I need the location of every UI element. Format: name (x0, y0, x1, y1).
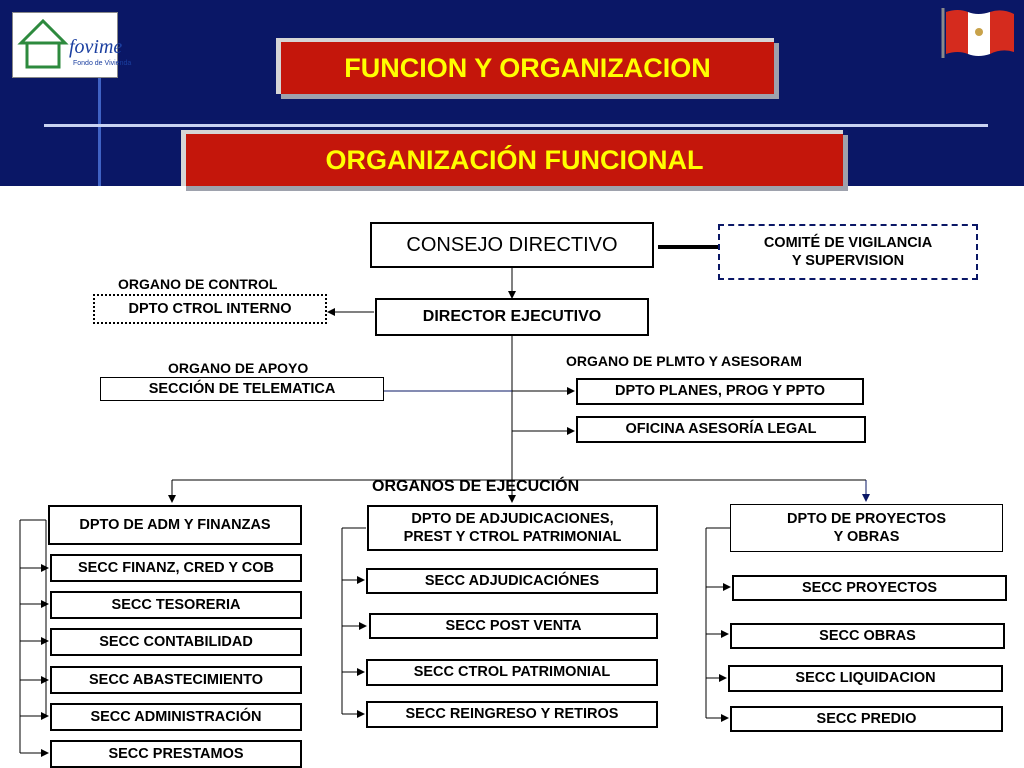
dpto-adm-finanzas-box: DPTO DE ADM Y FINANZAS (48, 505, 302, 545)
dpto-ctrol-interno-box: DPTO CTROL INTERNO (93, 294, 327, 324)
secc-finanz-box: SECC FINANZ, CRED Y COB (50, 554, 302, 582)
secc-tesoreria-box: SECC TESORERIA (50, 591, 302, 619)
secc-contabilidad-box: SECC CONTABILIDAD (50, 628, 302, 656)
comite-vigilancia-box: COMITÉ DE VIGILANCIA Y SUPERVISION (718, 224, 978, 280)
consejo-directivo-box: CONSEJO DIRECTIVO (370, 222, 654, 268)
dpto-adjudicaciones-box: DPTO DE ADJUDICACIONES, PREST Y CTROL PATRIMONIAL (367, 505, 658, 551)
oficina-asesoria-legal-box: OFICINA ASESORÍA LEGAL (576, 416, 866, 443)
secc-adjudicaciones-box: SECC ADJUDICACIÓNES (366, 568, 658, 594)
organo-control-label: ORGANO DE CONTROL (118, 276, 278, 292)
seccion-telematica-box: SECCIÓN DE TELEMATICA (100, 377, 384, 401)
page-subtitle: ORGANIZACIÓN FUNCIONAL (181, 130, 843, 186)
secc-proyectos-box: SECC PROYECTOS (732, 575, 1007, 601)
secc-predio-box: SECC PREDIO (730, 706, 1003, 732)
secc-post-venta-box: SECC POST VENTA (369, 613, 658, 639)
organo-plmto-label: ORGANO DE PLMTO Y ASESORAM (566, 353, 802, 369)
organo-apoyo-label: ORGANO DE APOYO (168, 360, 309, 376)
dpto-proyectos-box: DPTO DE PROYECTOS Y OBRAS (730, 504, 1003, 552)
secc-ctrol-patrimonial-box: SECC CTROL PATRIMONIAL (366, 659, 658, 686)
secc-obras-box: SECC OBRAS (730, 623, 1005, 649)
logo-subtext: Fondo de Vivienda (73, 60, 132, 67)
secc-reingreso-box: SECC REINGRESO Y RETIROS (366, 701, 658, 728)
secc-administracion-box: SECC ADMINISTRACIÓN (50, 703, 302, 731)
page-title: FUNCION Y ORGANIZACION (276, 38, 774, 94)
secc-prestamos-box: SECC PRESTAMOS (50, 740, 302, 768)
organos-ejecucion-label: ORGANOS DE EJECUCIÓN (372, 478, 580, 495)
director-ejecutivo-box: DIRECTOR EJECUTIVO (375, 298, 649, 336)
secc-abastecimiento-box: SECC ABASTECIMIENTO (50, 666, 302, 694)
dpto-planes-box: DPTO PLANES, PROG Y PPTO (576, 378, 864, 405)
logo-text: fovime (69, 36, 123, 58)
secc-liquidacion-box: SECC LIQUIDACION (728, 665, 1003, 692)
